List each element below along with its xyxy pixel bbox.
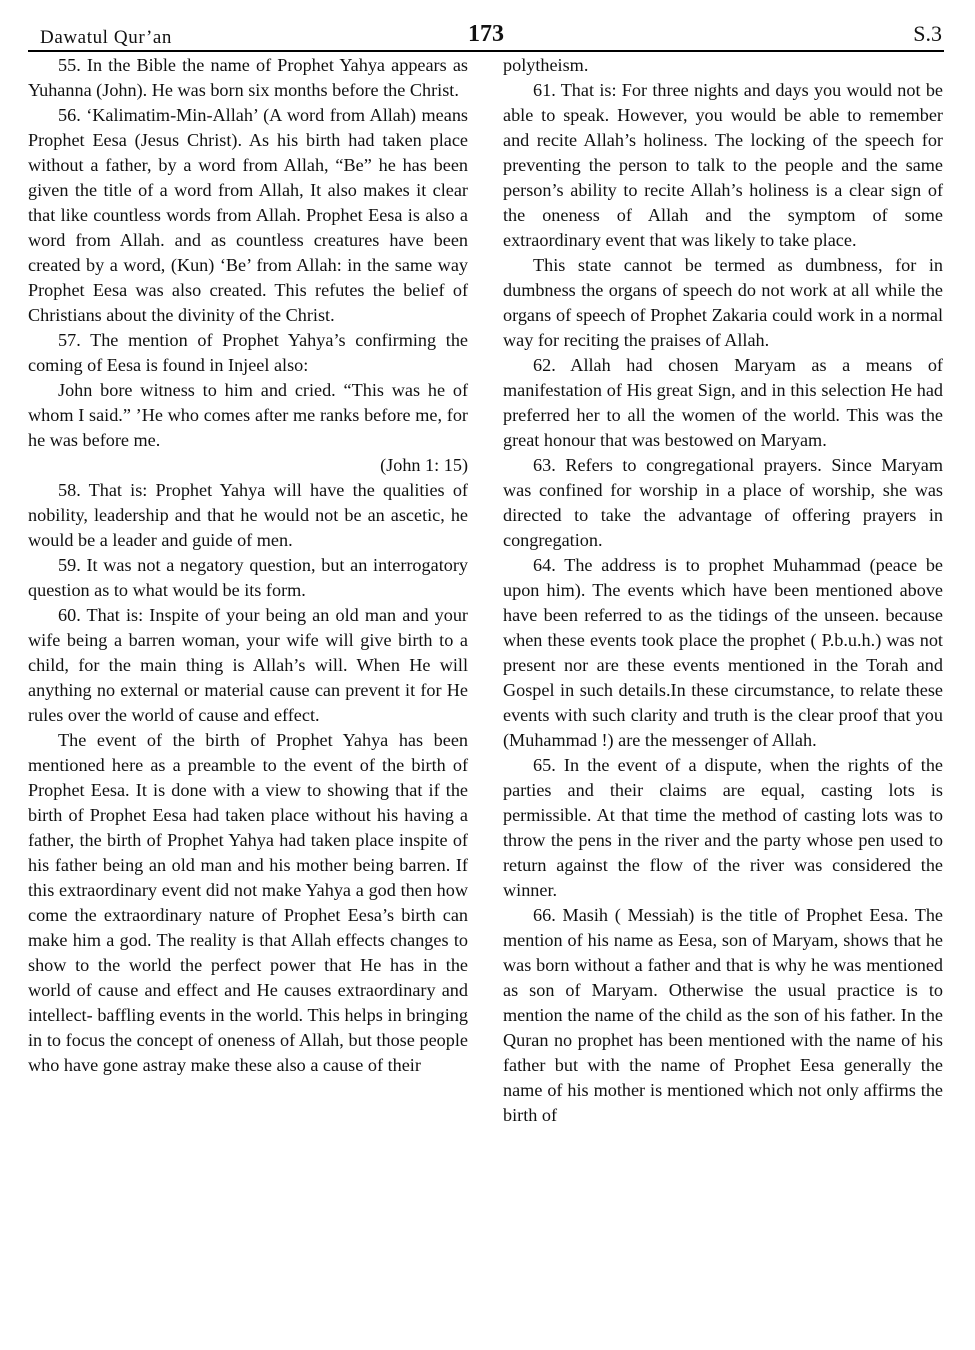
- note-61-continued: This state cannot be termed as dumbness, for in dumbness the organs of speech do not work at all while the organs of speech of Prophet Zakaria could work in a normal way for reciting the praises of Allah.: [503, 255, 943, 350]
- note-56: 56. ‘Kalimatim-Min-Allah’ (A word from Allah) means Prophet Eesa (Jesus Christ). As his birth had taken place without a father, by a word from Allah, “Be” he has been given the title of a word from Allah, It also makes it clear that like countless words from Allah. Prophet Eesa is also a word from Allah. and as countless creatures have been created by a word, (Kun) ‘Be’ from Allah: in the same way Prophet Eesa was also created. This refutes the belief of Christians about the divinity of the Christ.: [28, 105, 468, 325]
- note-58: 58. That is: Prophet Yahya will have the qualities of nobility, leadership and that he would not be an ascetic, he would be a leader and guide of men.: [28, 480, 468, 550]
- continued-text: polytheism.: [503, 55, 589, 75]
- book-title: Dawatul Qur’an: [40, 27, 173, 48]
- page-header: [28, 20, 944, 52]
- left-column: [28, 53, 468, 1078]
- note-66: 66. Masih ( Messiah) is the title of Prophet Eesa. The mention of his name as Eesa, son of Maryam, shows that he was born without a father and that is why he was mentioned as son of Maryam. Otherwise the usual practice is to mention the name of the child as the son of his father. In the Quran no prophet has been mentioned with the name of his father but with the name of Prophet Eesa generally the name of his mother is mentioned which not only affirms the birth of: [503, 905, 943, 1125]
- note-61: 61. That is: For three nights and days you would not be able to speak. However, you would be able to remember and recite Allah’s holiness. The locking of the speech for preventing the person to talk to the people and the same person’s ability to recite Allah’s holiness is a clear sign of the oneness of Allah and the symptom of some extraordinary event that was likely to take place.: [503, 80, 943, 250]
- page-number: 173: [468, 21, 504, 47]
- right-column: [503, 53, 943, 1128]
- note-55: 55. In the Bible the name of Prophet Yahya appears as Yuhanna (John). He was born six months before the Christ.: [28, 55, 468, 100]
- note-63: 63. Refers to congregational prayers. Since Maryam was confined for worship in a place of worship, she was directed to take the advantage of offering prayers in congregation.: [503, 455, 943, 550]
- note-60: 60. That is: Inspite of your being an old man and your wife being a barren woman, your wife will give birth to a child, for the main thing is Allah’s will. When He will anything no external or material cause can prevent it for He rules over the world of cause and effect.: [28, 605, 468, 725]
- note-62: 62. Allah had chosen Maryam as a means of manifestation of His great Sign, and in this selection He had preferred her to all the women of the world. This was the great honour that was bestowed on Maryam.: [503, 355, 943, 450]
- note-59: 59. It was not a negatory question, but an interrogatory question as to what would be its form.: [28, 555, 468, 600]
- bible-reference: (John 1: 15): [380, 455, 468, 475]
- bible-quote: John bore witness to him and cried. “This was he of whom I said.” ’He who comes after me ranks before me, for he was before me.: [28, 380, 468, 450]
- surah-label: S.3: [913, 21, 942, 46]
- note-60-continued: The event of the birth of Prophet Yahya has been mentioned here as a preamble to the event of the birth of Prophet Eesa. It is done with a view to showing that if the birth of Prophet Eesa had taken place without his having a father, the birth of Prophet Yahya had taken place inspite of his father being an old man and his mother being barren. If this extraordinary event did not make Yahya a god then how come the extraordinary nature of Prophet Eesa’s birth can make him a god. The reality is that Allah effects changes to show to the world the perfect power that He has in the world of cause and effect and He causes extraordinary and intellect- baffling events in the world. This helps in bringing in to focus the concept of oneness of Allah, but those people who have gone astray make these also a cause of their: [28, 730, 468, 1075]
- note-64: 64. The address is to prophet Muhammad (peace be upon him). The events which have been mentioned above have been referred to as the tidings of the unseen. because when these events took place the prophet ( P.b.u.h.) was not present nor are these events mentioned in the Torah and Gospel in such details.In these circumstance, to relate these events with such clarity and truth is the clear proof that you (Muhammad !) are the messenger of Allah.: [503, 555, 943, 750]
- note-57: 57. The mention of Prophet Yahya’s confirming the coming of Eesa is found in Injeel also:: [28, 330, 468, 375]
- note-65: 65. In the event of a dispute, when the rights of the parties and their claims are equal, casting lots is permissible. At that time the method of casting lots was to throw the pens in the river and the party whose pen used to return against the flow of the river was considered the winner.: [503, 755, 943, 900]
